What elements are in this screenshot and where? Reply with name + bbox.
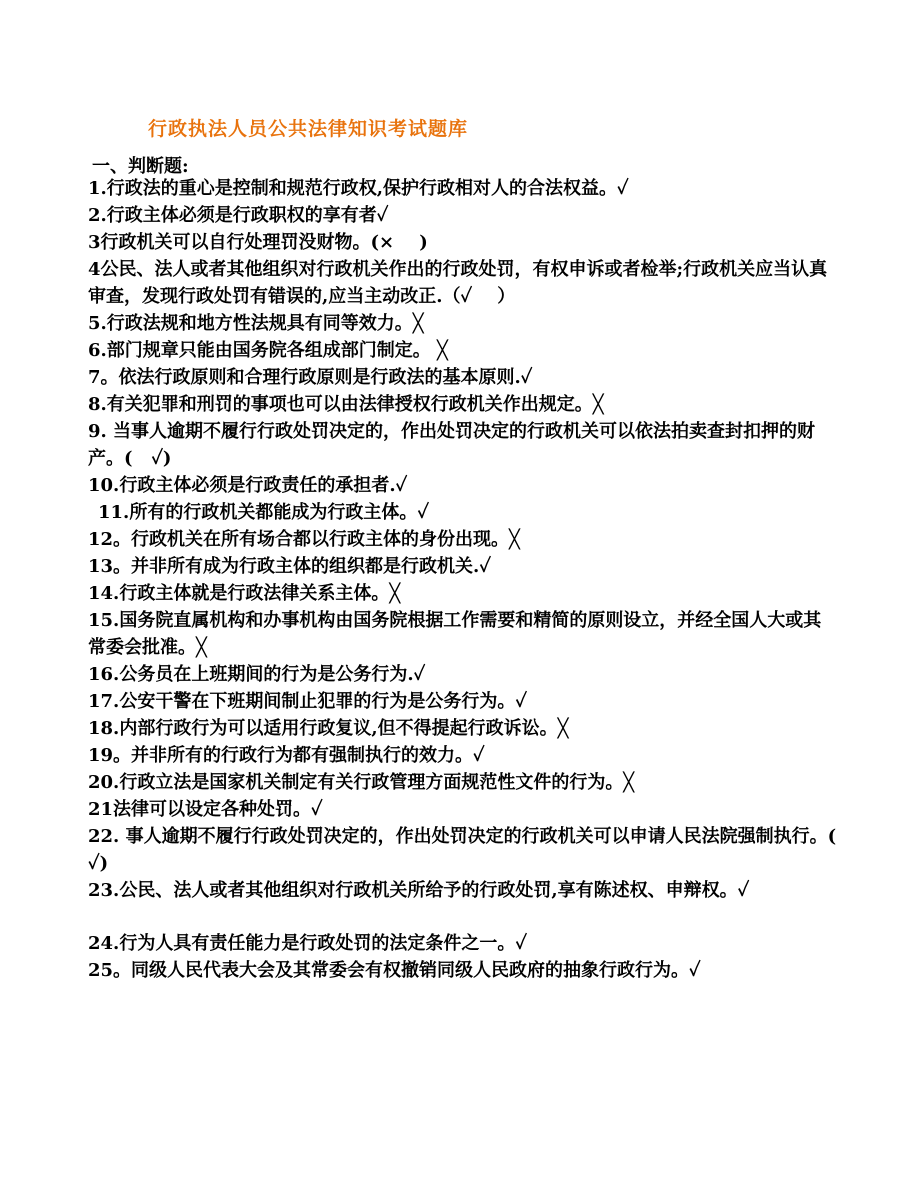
question-item: 5.行政法规和地方性法规具有同等效力。╳: [88, 313, 424, 334]
document-title: 行政执法人员公共法律知识考试题库: [148, 118, 469, 140]
question-item: 9. 当事人逾期不履行行政处罚决定的，作出处罚决定的行政机关可以依法拍卖查封扣押的财产。( ✓): [88, 421, 816, 469]
question-list: [88, 175, 862, 984]
question-item: 2.行政主体必须是行政职权的享有者✓: [88, 205, 389, 226]
blank-line: [88, 904, 838, 930]
question-item: 4公民、法人或者其他组织对行政机关作出的行政处罚，有权申诉或者检举;行政机关应当认真审查，发现行政处罚有错误的,应当主动改正.（✓ ）: [88, 259, 828, 307]
question-item: 16.公务员在上班期间的行为是公务行为.✓: [88, 664, 426, 685]
question-item: 7。依法行政原则和合理行政原则是行政法的基本原则.✓: [88, 367, 533, 388]
question-item: 23.公民、法人或者其他组织对行政机关所给予的行政处罚,享有陈述权、申辩权。✓: [88, 880, 750, 901]
question-item: 8.有关犯罪和刑罚的事项也可以由法律授权行政机关作出规定。╳: [88, 394, 604, 415]
question-item: 19。并非所有的行政行为都有强制执行的效力。✓: [88, 745, 485, 766]
section-heading: 一、判断题:: [92, 156, 189, 177]
question-item: 1.行政法的重心是控制和规范行政权,保护行政相对人的合法权益。✓: [88, 178, 629, 199]
question-item: 20.行政立法是国家机关制定有关行政管理方面规范性文件的行为。╳: [88, 772, 635, 793]
question-item: 21法律可以设定各种处罚。✓: [88, 799, 323, 820]
question-item: 13。并非所有成为行政主体的组织都是行政机关.✓: [88, 556, 491, 577]
question-item: 6.部门规章只能由国务院各组成部门制定。 ╳: [88, 340, 448, 361]
question-item: 3行政机关可以自行处理罚没财物。(× ): [88, 232, 428, 253]
question-item: 24.行为人具有责任能力是行政处罚的法定条件之一。✓: [88, 933, 527, 954]
question-item: 14.行政主体就是行政法律关系主体。╳: [88, 583, 401, 604]
question-item: 22. 事人逾期不履行行政处罚决定的，作出处罚决定的行政机关可以申请人民法院强制执行。( ✓): [88, 826, 862, 874]
question-item: 17.公安干警在下班期间制止犯罪的行为是公务行为。✓: [88, 691, 527, 712]
question-item: 10.行政主体必须是行政责任的承担者.✓: [88, 475, 408, 496]
question-item: 18.内部行政行为可以适用行政复议,但不得提起行政诉讼。╳: [88, 718, 569, 739]
question-item: 11.所有的行政机关都能成为行政主体。✓: [98, 502, 429, 523]
question-item: 25。同级人民代表大会及其常委会有权撤销同级人民政府的抽象行政行为。✓: [88, 960, 701, 981]
question-item: 15.国务院直属机构和办事机构由国务院根据工作需要和精简的原则设立，并经全国人大或其常委会批准。╳: [88, 610, 822, 658]
question-item: 12。行政机关在所有场合都以行政主体的身份出现。╳: [88, 529, 520, 550]
